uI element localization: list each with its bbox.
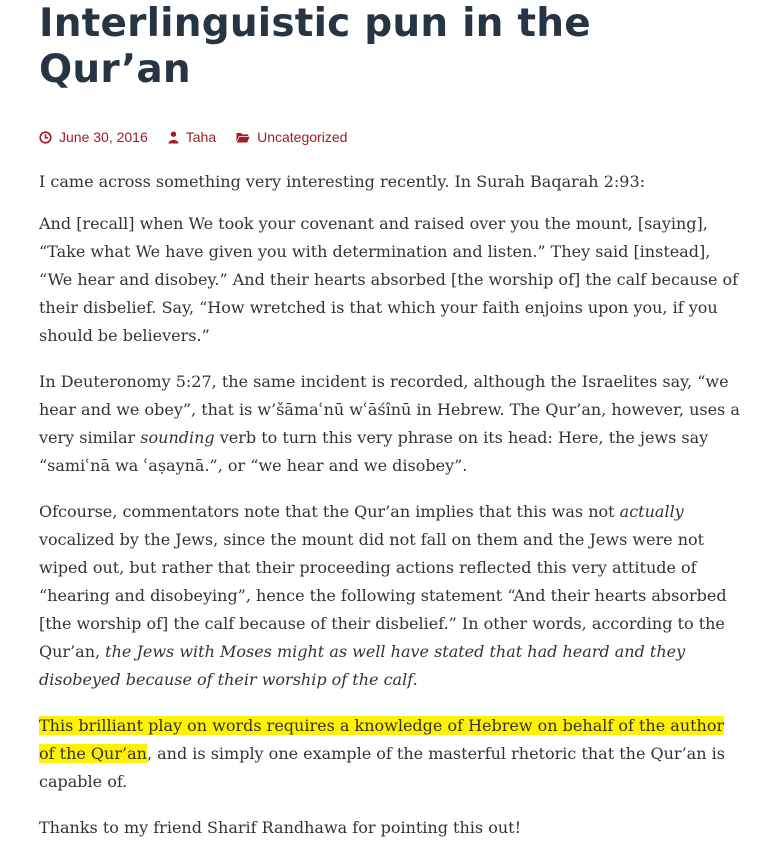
paragraph-commentators xyxy=(39,498,744,694)
paragraph-intro: I came across something very interesting recently. In Surah Baqarah 2:93: xyxy=(39,172,646,191)
post-content xyxy=(39,168,744,842)
emphasis-moses-statement: the Jews with Moses might as well have stated that had heard and they disobeyed because of their worship of the calf. xyxy=(39,642,686,689)
emphasis-sounding: sounding xyxy=(140,428,215,447)
post-date-link[interactable] xyxy=(39,129,148,145)
clock-icon xyxy=(39,131,52,144)
paragraph-text: In Deuteronomy 5:27, the same incident is recorded, although the Israelites say, “we hear and we obey”, that is w’šāmaʿnū wʿāśînū in Hebrew. The Qur’an, however, uses a very similar xyxy=(39,372,740,447)
paragraph-quran-quote: And [recall] when We took your covenant and raised over you the mount, [saying], “Take what We have given you with determination and listen.” They said [instead], “We hear and disobey.” And their hearts absorbed [the worship of] the calf because of their disbelief. Say, “How wretched is that which your faith enjoins upon you, if you should be believers.” xyxy=(39,214,739,345)
paragraph-thanks: Thanks to my friend Sharif Randhawa for pointing this out! xyxy=(39,818,521,837)
paragraph-text: Ofcourse, commentators note that the Qur’an implies that this was not xyxy=(39,502,620,521)
post-date: June 30, 2016 xyxy=(59,129,148,145)
user-icon xyxy=(168,131,179,144)
paragraph-text: verb to turn this very phrase on its head: Here, the jews say “samiʿnā wa ʿaṣaynā.”, or “we hear and we disobey”. xyxy=(39,428,709,475)
post-category-link[interactable] xyxy=(236,129,347,145)
paragraph-text: , and is simply one example of the masterful rhetoric that the Qur’an is capable of. xyxy=(39,744,725,791)
emphasis-actually: actually xyxy=(619,502,684,521)
paragraph-text: vocalized by the Jews, since the mount did not fall on them and the Jews were not wiped out, but rather that their proceeding actions reflected this very attitude of “hearing and disobeying”, hence the following statement “And their hearts absorbed [the worship of] the calf because of their disbelief.” In other words, according to the Qur’an, xyxy=(39,530,727,661)
post-meta xyxy=(39,127,744,147)
post-category: Uncategorized xyxy=(257,129,348,145)
post-author-link[interactable] xyxy=(168,129,216,145)
blog-post xyxy=(39,0,744,860)
post-author: Taha xyxy=(185,129,217,145)
paragraph-deuteronomy xyxy=(39,368,744,480)
highlighted-text: This brilliant play on words requires a knowledge of Hebrew on behalf of the author of the Qur’an xyxy=(39,716,725,763)
folder-icon xyxy=(236,132,250,143)
post-title: Interlinguistic pun in the Qur’an xyxy=(39,1,591,92)
paragraph-conclusion xyxy=(39,712,744,796)
